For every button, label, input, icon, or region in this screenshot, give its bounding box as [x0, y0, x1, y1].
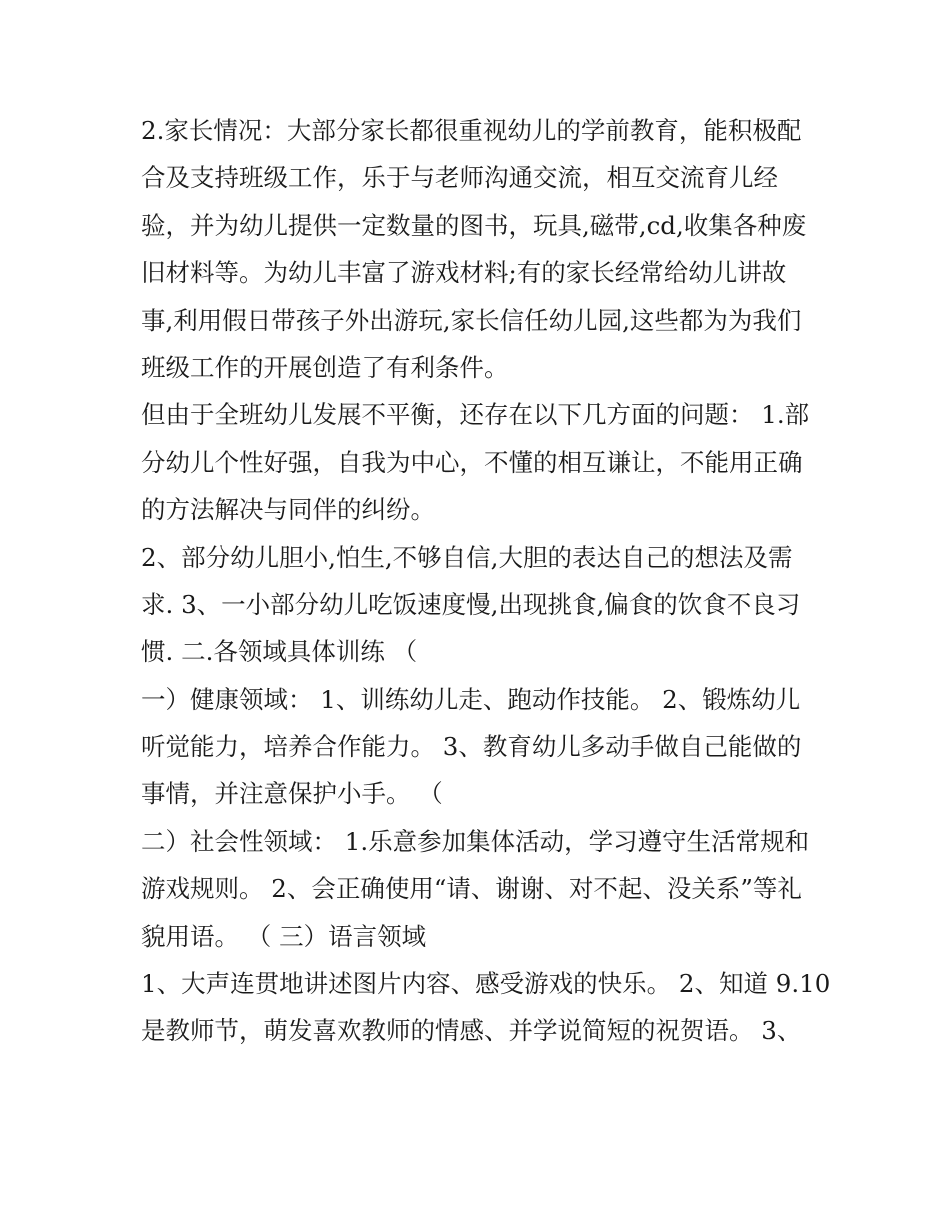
- text-line-7: 但由于全班幼儿发展不平衡，还存在以下几方面的问题： 1.部: [141, 400, 810, 430]
- text-line-14: 听觉能力，培养合作能力。 3、教育幼儿多动手做自己能做的: [141, 732, 802, 762]
- text-line-18: 貌用语。 （ 三）语言领域: [141, 921, 427, 951]
- text-line-1: 2.家长情况：大部分家长都很重视幼儿的学前教育，能积极配: [141, 116, 802, 145]
- document-body: [141, 107, 831, 1055]
- text-line-6: 班级工作的开展创造了有利条件。: [141, 352, 509, 382]
- text-line-3: 验，并为幼儿提供一定数量的图书，玩具,磁带,cd,收集各种废: [141, 210, 807, 240]
- text-line-17: 游戏规则。 2、会正确使用“请、谢谢、对不起、没关系”等礼: [141, 874, 802, 904]
- text-line-11: 求. 3、一小部分幼儿吃饭速度慢,出现挑食,偏食的饮食不良习: [141, 589, 801, 619]
- text-line-10: 2、部分幼儿胆小,怕生,不够自信,大胆的表达自己的想法及需: [141, 542, 793, 572]
- text-line-5: 事,利用假日带孩子外出游玩,家长信任幼儿园,这些都为为我们: [141, 305, 802, 335]
- text-line-20: 是教师节，萌发喜欢教师的情感、并学说简短的祝贺语。 3、: [141, 1016, 802, 1046]
- text-line-13: 一）健康领域： 1、训练幼儿走、跑动作技能。 2、锻炼幼儿: [141, 684, 801, 714]
- text-line-19: 1、大声连贯地讲述图片内容、感受游戏的快乐。 2、知道 9.10: [141, 969, 831, 999]
- text-line-9: 的方法解决与同伴的纠纷。: [141, 495, 435, 525]
- text-line-16: 二）社会性领域： 1.乐意参加集体活动，学习遵守生活常规和: [141, 826, 810, 856]
- text-line-12: 惯. 二.各领域具体训练 （: [141, 637, 418, 667]
- text-line-15: 事情，并注意保护小手。 （: [141, 779, 443, 809]
- text-line-4: 旧材料等。为幼儿丰富了游戏材料;有的家长经常给幼儿讲故: [141, 258, 787, 288]
- text-line-8: 分幼儿个性好强，自我为中心，不懂的相互谦让，不能用正确: [141, 447, 803, 477]
- text-line-2: 合及支持班级工作，乐于与老师沟通交流，相互交流育儿经: [141, 163, 778, 193]
